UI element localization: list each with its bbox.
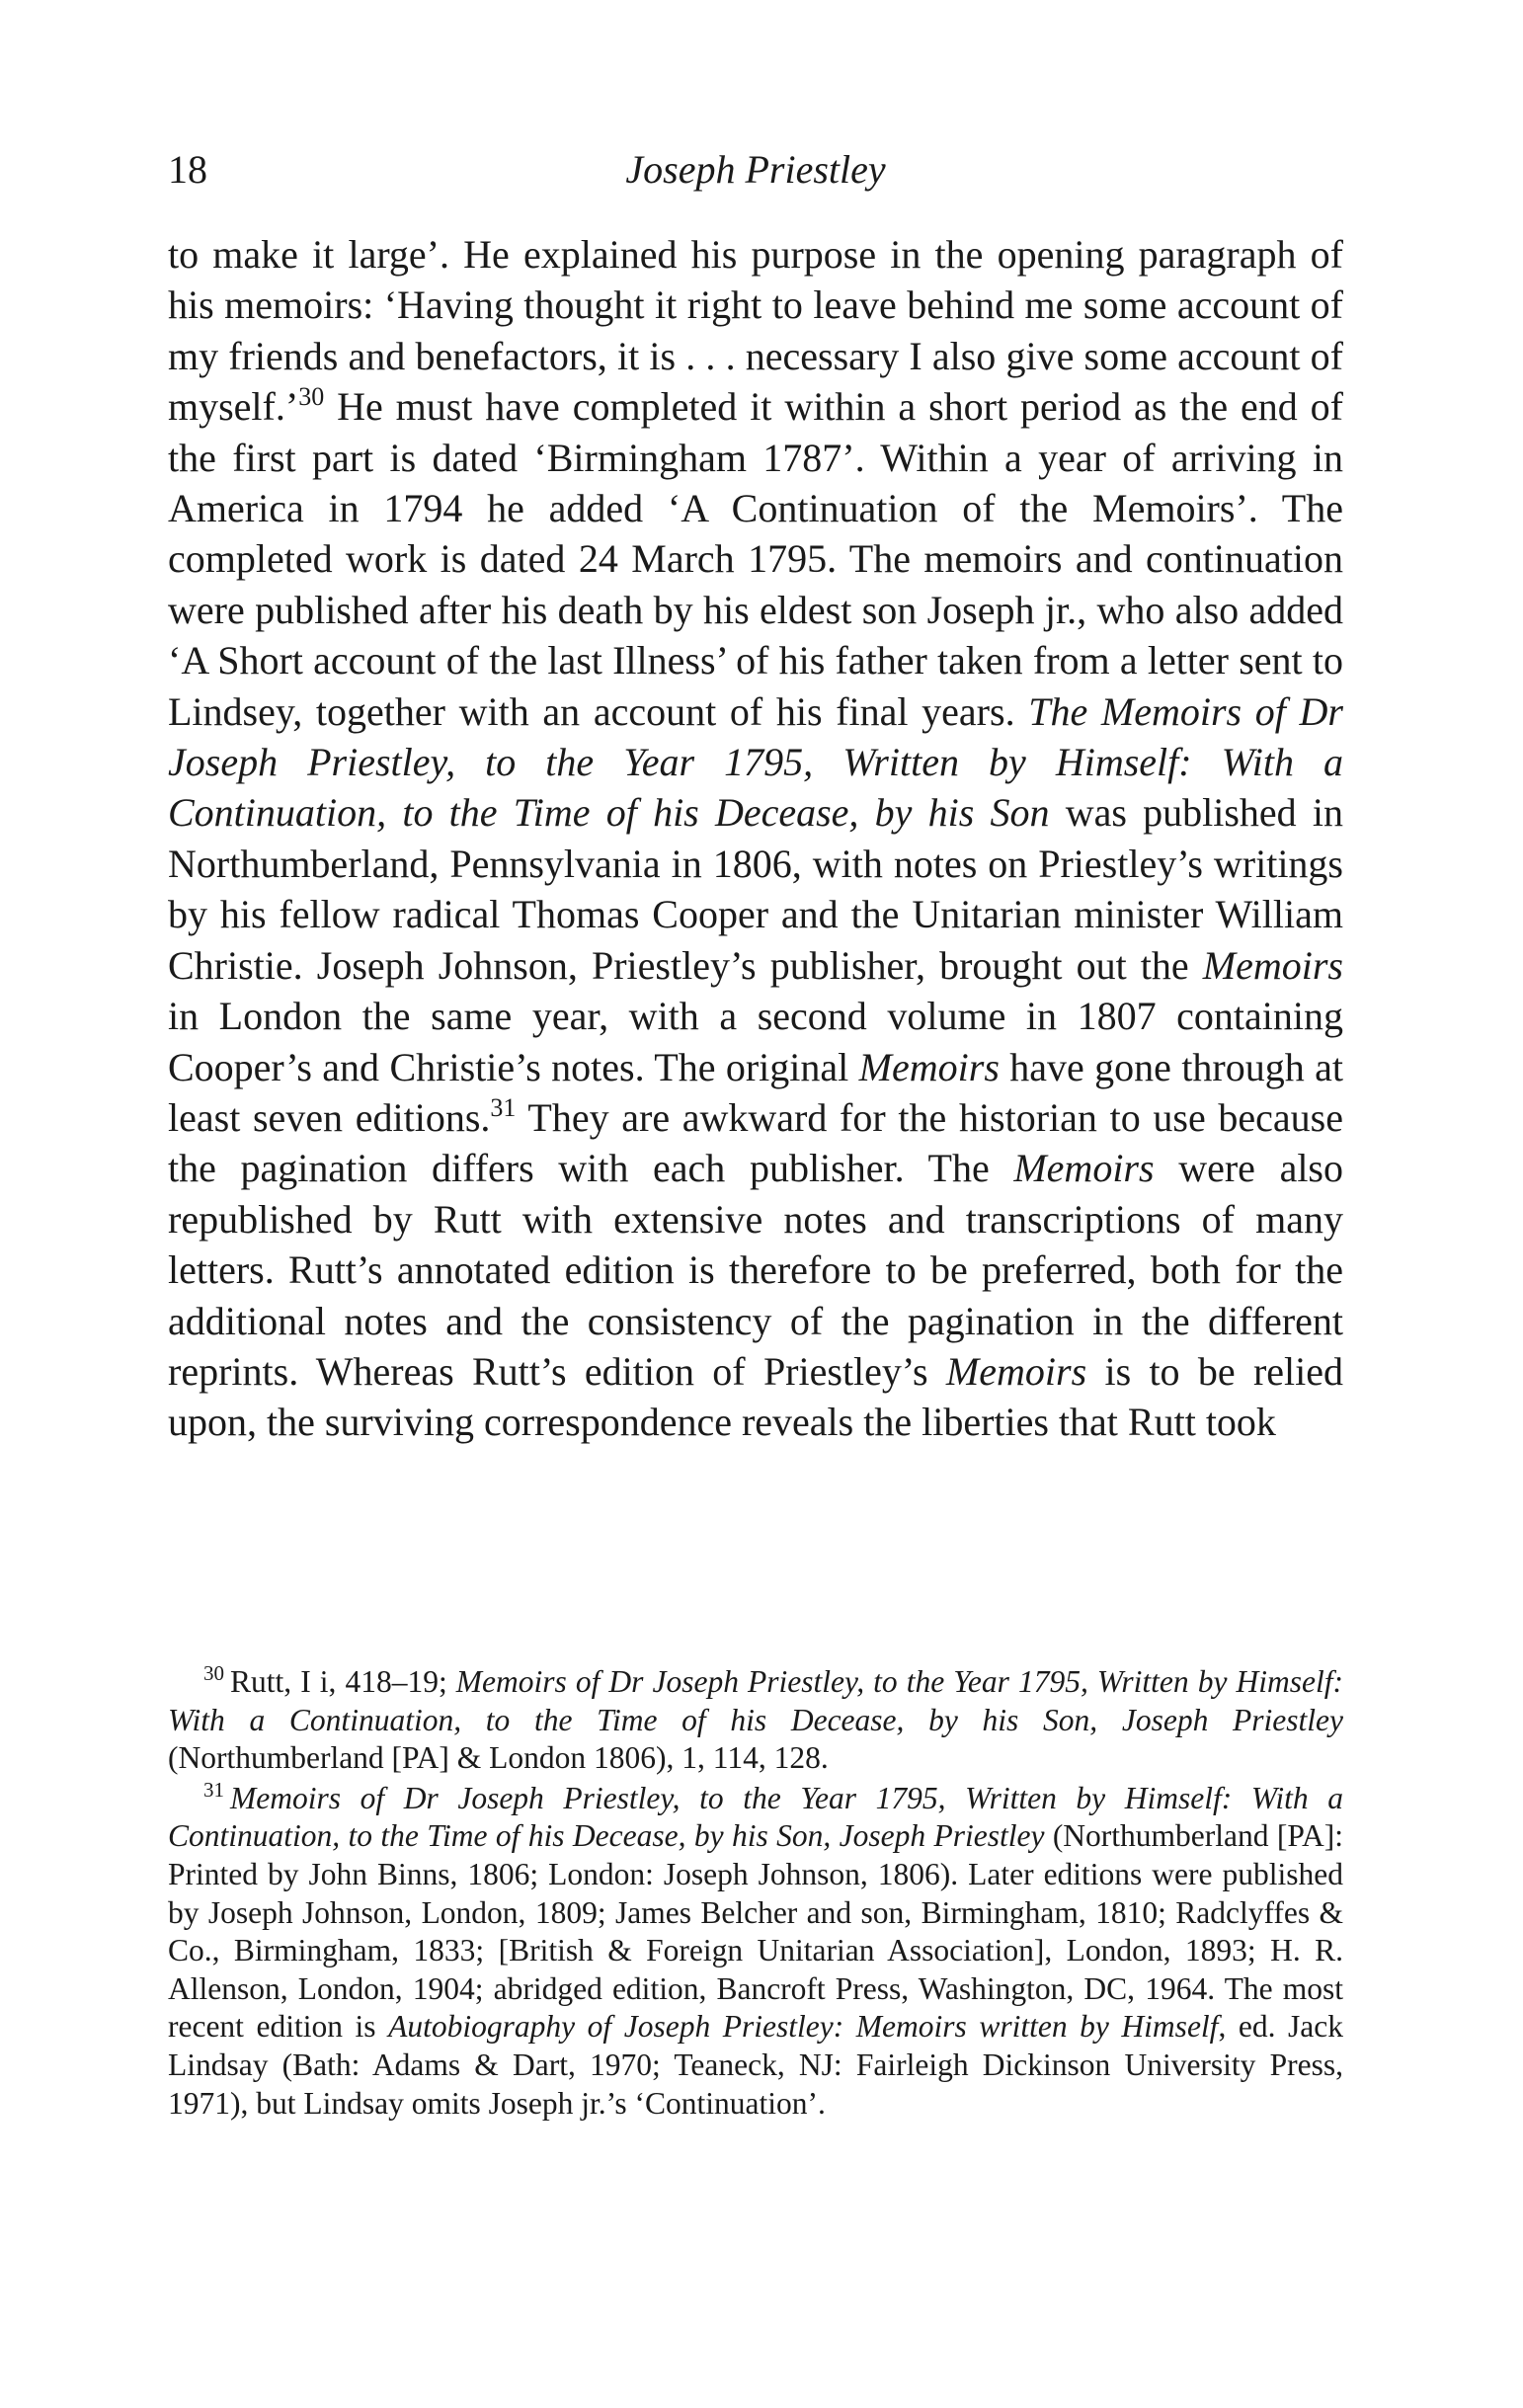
book-title: Memoirs of Dr Joseph Priestley, to the Year 1795, Written by Himself: With a Continuation, to the Time of his Decease, by his Son, Joseph Priestley bbox=[168, 1664, 1344, 1737]
body-paragraph bbox=[168, 229, 1343, 1448]
body-text-run: in London the same year, with a second volume in 1807 containing Cooper’s and Christie’s notes. The original bbox=[168, 994, 1343, 1089]
book-title: Autobiography of Joseph Priestley: Memoirs written by Himself bbox=[388, 2009, 1219, 2045]
footnotes bbox=[168, 1663, 1343, 2125]
body-text-run: is to be relied upon, the surviving correspondence reveals the liberties that Rutt took bbox=[168, 1348, 1343, 1445]
footnote-text-run: Rutt, I i, 418–19; bbox=[230, 1664, 456, 1699]
book-title: Memoirs bbox=[1013, 1146, 1155, 1191]
body-text-run: He must have completed it within a short period as the end of the first part is dated ‘Birmingham 1787’. Within a year of arriving in America in 1794 he added ‘A Continuation of the Memoirs’. The completed work is dated 24 March 1795. The memoirs and continuation were published after his death by his eldest son Joseph jr., who also added ‘A Short account of the last Illness’ of his father taken from a letter sent to Lindsey, together with an account of his final years. bbox=[168, 384, 1343, 734]
footnote-31 bbox=[168, 1777, 1344, 2123]
body-text-run: They are awkward for the historian to use because the pagination differs with each publisher. The bbox=[168, 1094, 1343, 1191]
book-title: Memoirs bbox=[945, 1348, 1087, 1394]
footnote-number: 30 bbox=[203, 1661, 224, 1685]
footnote-text-run: (Northumberland [PA] & London 1806), 1, 114, 128. bbox=[168, 1740, 829, 1776]
body-text bbox=[168, 229, 1343, 1448]
footnote-30 bbox=[168, 1663, 1343, 1778]
footnote-number: 31 bbox=[203, 1777, 224, 1802]
book-title: Memoirs bbox=[858, 1044, 1000, 1089]
book-title: Memoirs bbox=[1202, 942, 1343, 988]
page-header bbox=[168, 146, 1343, 205]
body-text-run: to make it large’. He explained his purpose in the opening paragraph of his memoirs: ‘Having thought it right to leave behind me some account of my friends and benefactors, it is . . . necessary I also give some account of myself.’ bbox=[168, 232, 1343, 430]
footnote-ref-30[interactable]: 30 bbox=[298, 382, 325, 412]
footnote-text-run: , ed. Jack Lindsay (Bath: Adams & Dart, 1970; Teaneck, NJ: Fairleigh Dickinson University Press, 1971), but Lindsay omits Joseph jr.’s ‘Continuation’. bbox=[168, 2009, 1344, 2121]
body-text-run: was published in Northumberland, Pennsylvania in 1806, with notes on Priestley’s writings by his fellow radical Thomas Cooper and the Unitarian minister William Christie. Joseph Johnson, Priestley’s publisher, brought out the bbox=[168, 790, 1343, 988]
body-text-run: have gone through at least seven editions. bbox=[168, 1044, 1344, 1140]
book-title: The Memoirs of Dr Joseph Priestley, to the Year 1795, Written by Himself: With a Continuation, to the Time of his Decease, by his Son bbox=[168, 688, 1343, 836]
footnote-text-run: (Northumberland [PA]: Printed by John Binns, 1806; London: Joseph Johnson, 1806). Later editions were published by Joseph Johnson, London, 1809; James Belcher and son, Birmingham, 1810; Radclyffes & Co., Birmingham, 1833; [British & Foreign Unitarian Association], London, 1893; H. R. Allenson, London, 1904; abridged edition, Bancroft Press, Washington, DC, 1964. The most recent edition is bbox=[168, 1818, 1343, 2045]
running-title: Joseph Priestley bbox=[625, 147, 886, 192]
page-number: 18 bbox=[168, 147, 207, 192]
book-title: Memoirs of Dr Joseph Priestley, to the Year 1795, Written by Himself: With a Continuation, to the Time of his Decease, by his Son, Joseph Priestley bbox=[168, 1780, 1343, 1854]
body-text-run: were also republished by Rutt with extensive notes and transcriptions of many letters. Rutt’s annotated edition is therefore to be preferred, both for the additional notes and the consistency of the pagination in the different reprints. Whereas Rutt’s edition of Priestley’s bbox=[168, 1146, 1344, 1394]
footnote-ref-31[interactable]: 31 bbox=[490, 1092, 517, 1122]
